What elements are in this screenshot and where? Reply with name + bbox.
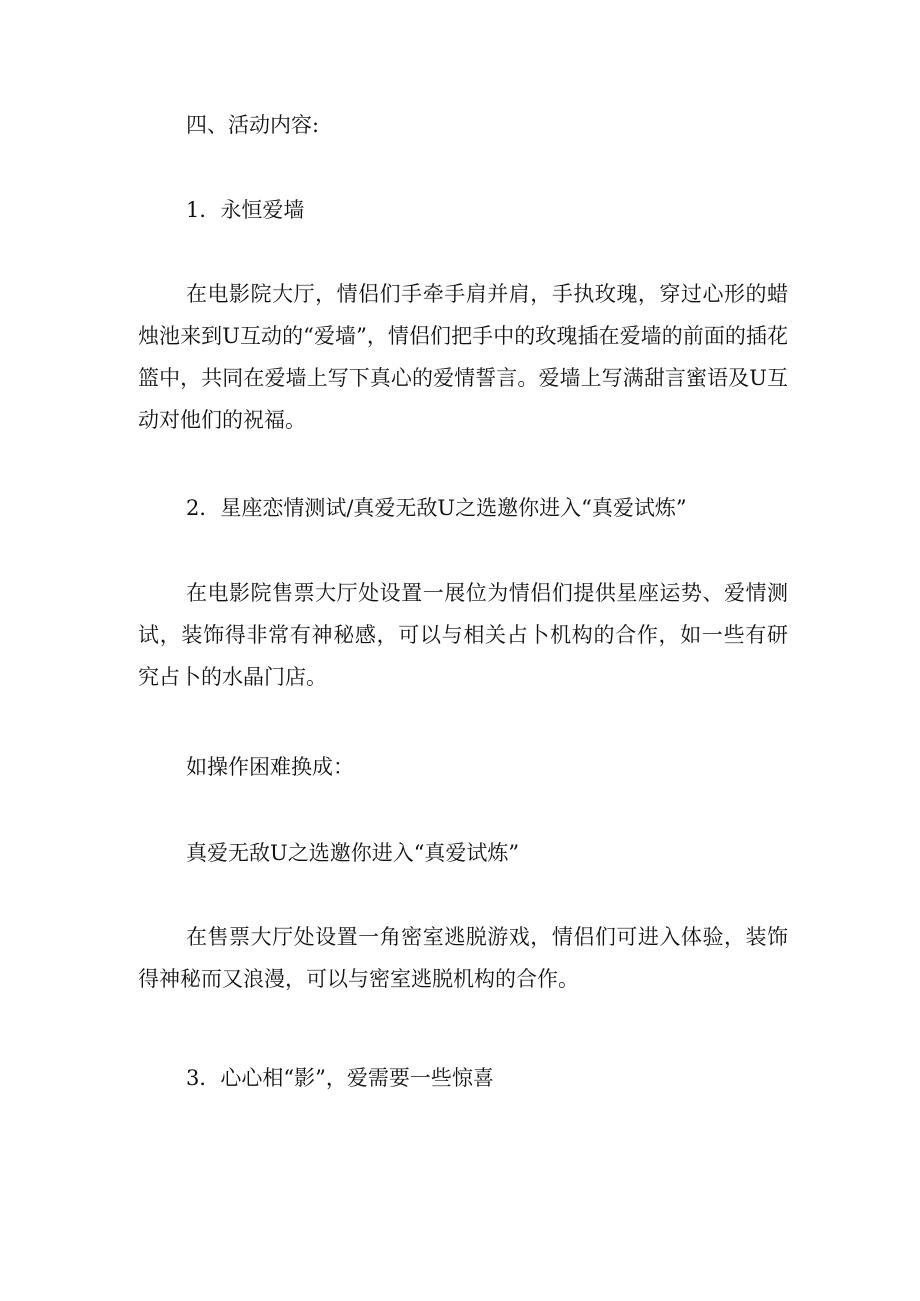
item1-title: 1．永恒爱墙 xyxy=(186,198,305,222)
item2-body: 在电影院售票大厅处设置一展位为情侣们提供星座运势、爱情测试，装饰得非常有神秘感，可以与相关占卜机构的合作，如一些有研究占卜的水晶门店。 xyxy=(138,581,788,689)
alt-body: 在售票大厅处设置一角密室逃脱游戏，情侣们可进入体验，装饰得神秘而又浪漫，可以与密室逃脱机构的合作。 xyxy=(138,925,788,991)
alt-title: 真爱无敌U之选邀你进入“真爱试炼” xyxy=(186,841,520,865)
item2-title: 2．星座恋情测试/真爱无敌U之选邀你进入“真爱试炼” xyxy=(186,496,687,520)
alt-label: 如操作困难换成： xyxy=(186,755,354,779)
section-heading: 四、活动内容: xyxy=(186,113,320,137)
item3-title: 3．心心相“影”，爱需要一些惊喜 xyxy=(186,1066,494,1090)
item1-body: 在电影院大厅，情侣们手牵手肩并肩，手执玫瑰，穿过心形的蜡烛池来到U互动的“爱墙”，情侣们把手中的玫瑰插在爱墙的前面的插花篮中，共同在爱墙上写下真心的爱情誓言。爱墙上写满甜言蜜语及U互动对他们的祝福。 xyxy=(138,282,788,432)
